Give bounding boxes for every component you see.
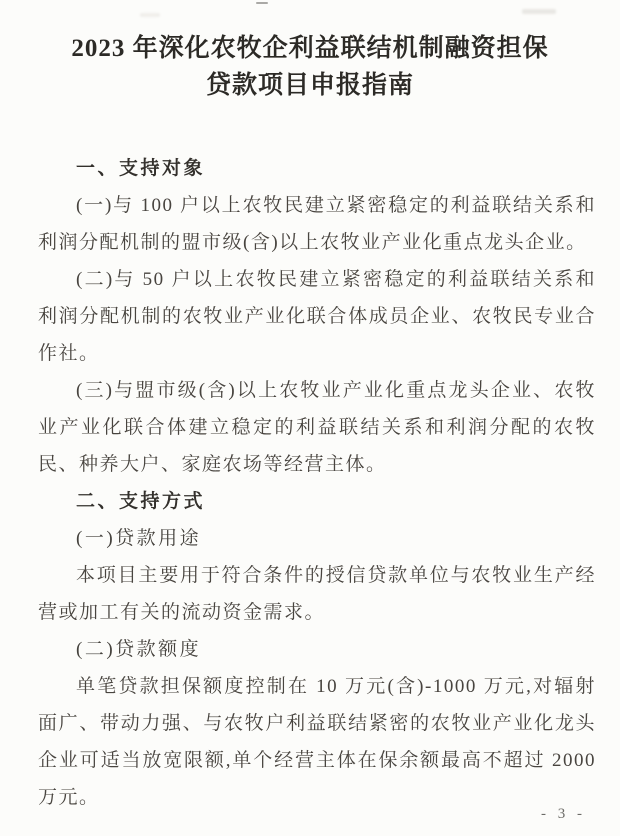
subheading-loan-purpose: (一)贷款用途	[76, 528, 202, 549]
paragraph-loan-amount: 单笔贷款担保额度控制在 10 万元(含)-1000 万元,对辐射面广、带动力强、与农牧户利益联结紧密的农牧业产业化龙头企业可适当放宽限额,单个经营主体在保余额最高不超过 2000 万元。	[38, 676, 596, 808]
document-body	[0, 150, 620, 816]
paragraph-loan-purpose: 本项目主要用于符合条件的授信贷款单位与农牧业生产经营或加工有关的流动资金需求。	[38, 565, 596, 623]
paragraph-support-target-2: (二)与 50 户以上农牧民建立紧密稳定的利益联结关系和利润分配机制的农牧业产业化联合体成员企业、农牧民专业合作社。	[38, 269, 596, 364]
subheading-loan-amount: (二)贷款额度	[76, 639, 202, 660]
title-line-1: 2023 年深化农牧企利益联结机制融资担保	[71, 35, 549, 62]
scan-artifact-smudge	[140, 13, 160, 17]
scan-artifact-dash	[256, 2, 268, 4]
document-title	[30, 30, 590, 104]
section-heading-support-methods: 二、支持方式	[76, 491, 206, 512]
title-line-2: 贷款项目申报指南	[205, 72, 414, 99]
paragraph-support-target-3: (三)与盟市级(含)以上农牧业产业化重点龙头企业、农牧业产业化联合体建立稳定的利益联结关系和利润分配的农牧民、种养大户、家庭农场等经营主体。	[38, 380, 596, 475]
scan-artifact-smudge	[522, 9, 556, 14]
page-number: - 3 -	[541, 806, 586, 822]
section-heading-support-targets: 一、支持对象	[76, 158, 206, 179]
paragraph-support-target-1: (一)与 100 户以上农牧民建立紧密稳定的利益联结关系和利润分配机制的盟市级(含)以上农牧业产业化重点龙头企业。	[38, 195, 596, 253]
